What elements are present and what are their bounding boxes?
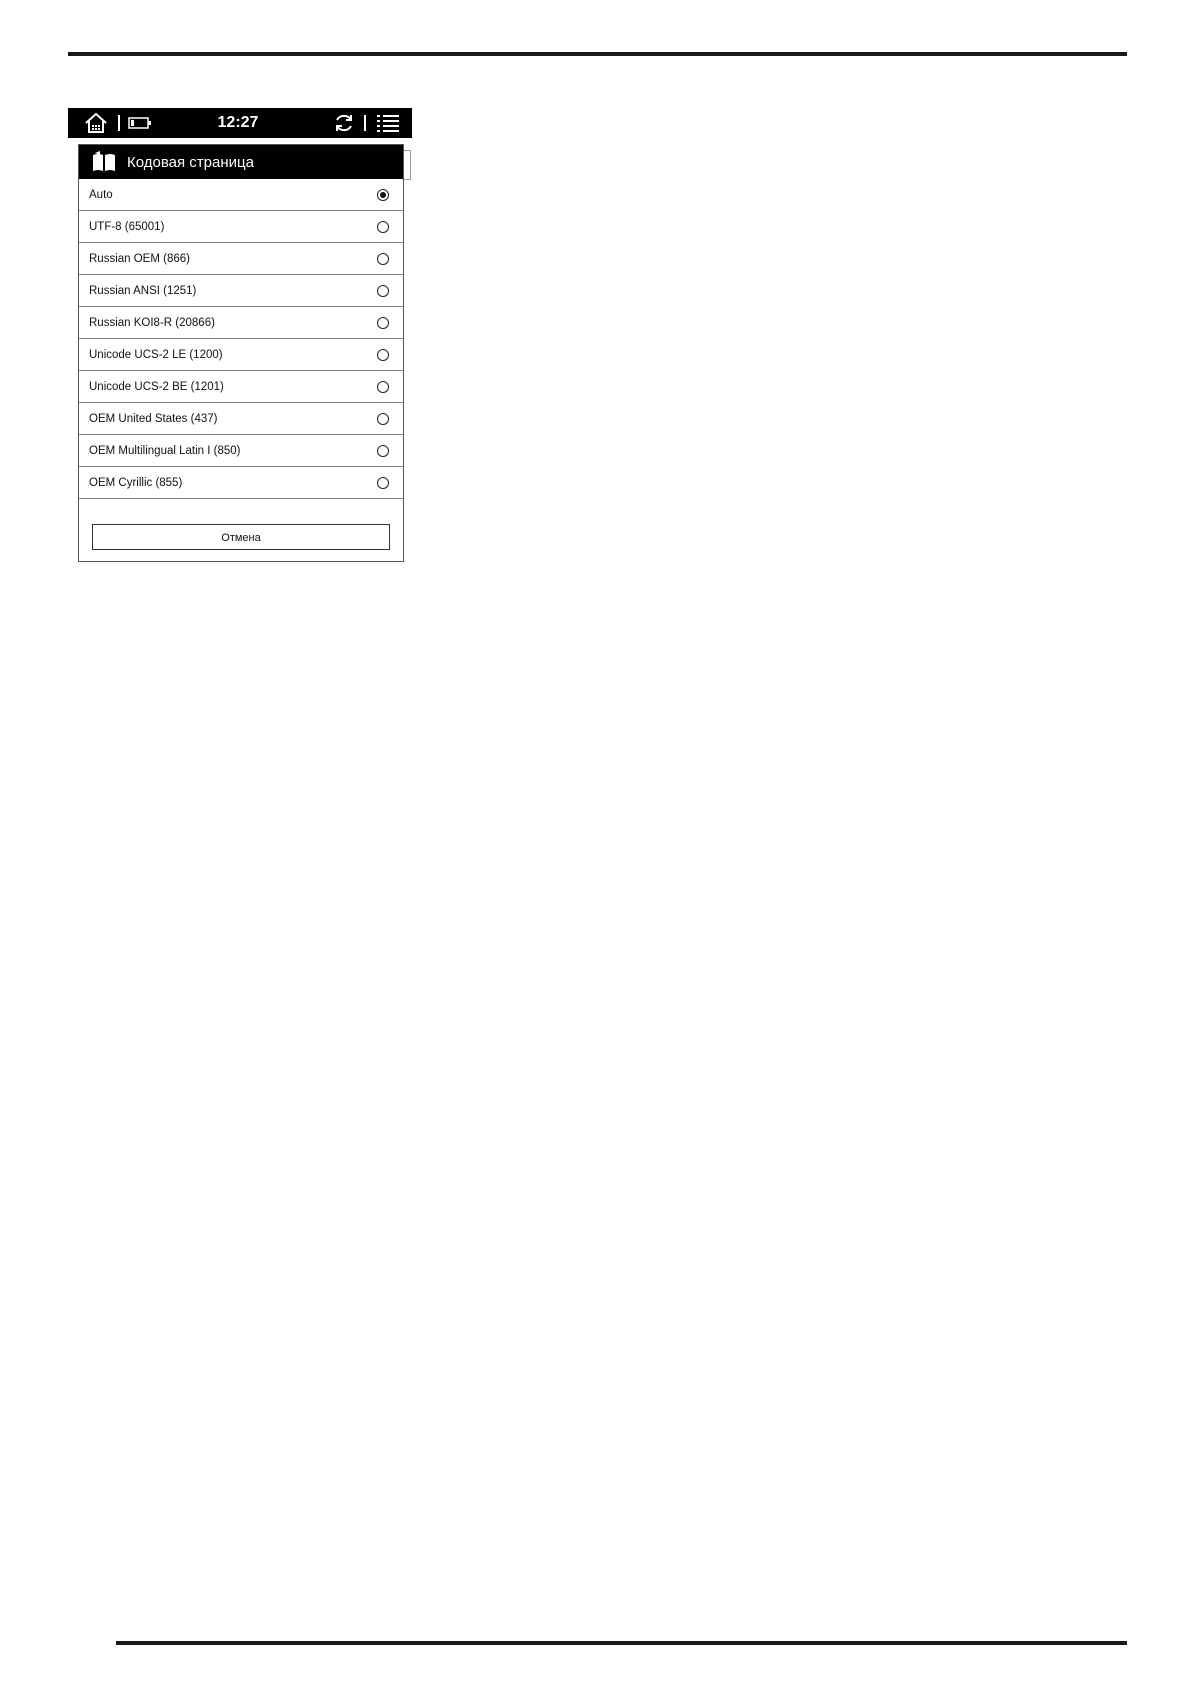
- option-label: Russian ANSI (1251): [89, 285, 197, 297]
- option-label: OEM Cyrillic (855): [89, 477, 183, 489]
- code-page-option[interactable]: [79, 435, 403, 467]
- status-bar: [68, 108, 412, 138]
- option-label: UTF-8 (65001): [89, 221, 165, 233]
- background-field-edge: [404, 150, 411, 180]
- code-page-option[interactable]: [79, 243, 403, 275]
- code-page-option[interactable]: [79, 275, 403, 307]
- home-icon[interactable]: [84, 111, 108, 135]
- option-label: Unicode UCS-2 BE (1201): [89, 381, 224, 393]
- code-page-option[interactable]: [79, 339, 403, 371]
- status-clock: 12:27: [217, 114, 259, 131]
- book-icon: [91, 150, 117, 174]
- radio-selected-icon[interactable]: [377, 189, 389, 201]
- radio-unselected-icon[interactable]: [377, 349, 389, 361]
- option-label: Unicode UCS-2 LE (1200): [89, 349, 223, 361]
- cancel-button[interactable]: Отмена: [92, 524, 390, 550]
- battery-icon: [128, 117, 152, 129]
- code-page-option[interactable]: [79, 371, 403, 403]
- code-page-option[interactable]: [79, 467, 403, 499]
- page-top-rule: [68, 52, 1127, 56]
- radio-unselected-icon[interactable]: [377, 413, 389, 425]
- radio-unselected-icon[interactable]: [377, 445, 389, 457]
- code-page-options: [79, 179, 403, 499]
- option-label: Russian OEM (866): [89, 253, 190, 265]
- code-page-dialog: [78, 144, 404, 562]
- status-separator: [118, 115, 120, 131]
- option-label: Auto: [89, 189, 113, 201]
- radio-unselected-icon[interactable]: [377, 221, 389, 233]
- code-page-option[interactable]: [79, 211, 403, 243]
- code-page-option[interactable]: [79, 179, 403, 211]
- status-separator: [364, 115, 366, 131]
- radio-unselected-icon[interactable]: [377, 253, 389, 265]
- device-screenshot: [68, 108, 412, 564]
- radio-unselected-icon[interactable]: [377, 477, 389, 489]
- sync-icon[interactable]: [333, 112, 355, 134]
- dialog-title: Кодовая страница: [127, 154, 254, 171]
- radio-unselected-icon[interactable]: [377, 317, 389, 329]
- menu-list-icon[interactable]: [376, 113, 400, 133]
- radio-unselected-icon[interactable]: [377, 381, 389, 393]
- page-bottom-rule: [116, 1641, 1127, 1645]
- code-page-option[interactable]: [79, 307, 403, 339]
- option-label: OEM Multilingual Latin I (850): [89, 445, 241, 457]
- option-label: OEM United States (437): [89, 413, 218, 425]
- radio-unselected-icon[interactable]: [377, 285, 389, 297]
- dialog-header: [79, 145, 403, 179]
- option-label: Russian KOI8-R (20866): [89, 317, 215, 329]
- code-page-option[interactable]: [79, 403, 403, 435]
